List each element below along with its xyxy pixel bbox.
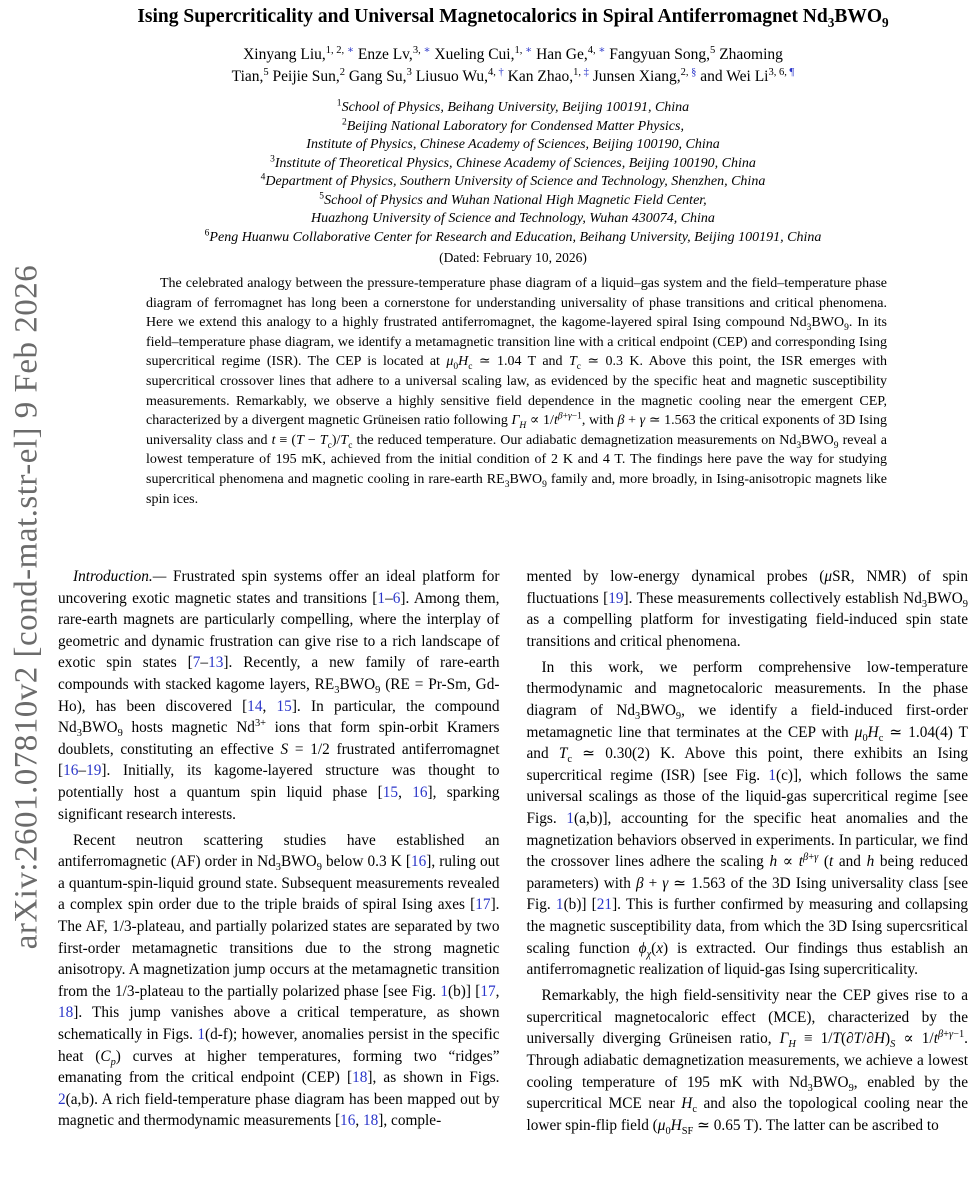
citation-link[interactable]: ∗ (346, 44, 354, 56)
paragraph-this-work: In this work, we perform comprehensive low-temperature thermodynamic and magnetocaloric measurements. In the phase diagram of $Nd_3BWO_9$, we identify a field-induced first-order metamagnetic line that terminates at the CEP with $\mu_0H_c$ ≃ 1.04(4) T and $T_c$ ≃ 0.30(2) K. Above this point, there exhibits an Ising supercritical regime (ISR) [see Fig. 1(c)], which follows the same universal scalings as those of the liquid-gas supercritical regime [see Figs. 1(a,b)], accounting for the specific heat anomalies and the magnetization behaviors observed in experiments. In particular, we find the crossover lines adhere the scaling $h \propto t^{\beta+\gamma}$ (t and h being reduced parameters) with β + γ ≃ 1.563 of the 3D Ising universality class [see Fig. 1(b)] [21]. This is further confirmed by measuring and collapsing the magnetic susceptibility data, from which the 3D Ising supercsritical scaling function $\phi_\chi(x)$ is extracted. Our findings thus establish an antiferromagnetic realization of liquid-gas Ising supercriticality. (526, 658, 968, 979)
affiliation-list (58, 99, 968, 268)
paper-header (58, 5, 968, 268)
affiliation-line: $^4$Department of Physics, Southern University of Science and Technology, Shenzhen, China (260, 172, 766, 189)
citation-link[interactable]: 1 (768, 766, 776, 784)
dated-line: (Dated: February 10, 2026) (439, 250, 587, 265)
citation-link[interactable]: 1 (566, 810, 574, 828)
citation-link[interactable]: † (498, 66, 504, 78)
citation-link[interactable]: 16 (410, 853, 427, 871)
affiliation-line: $^3$Institute of Theoretical Physics, Chinese Academy of Sciences, Beijing 100190, China (270, 153, 756, 171)
left-column (58, 566, 500, 1141)
citation-link[interactable]: 16 (340, 1112, 356, 1130)
citation-link[interactable]: 15 (382, 783, 399, 801)
citation-link[interactable]: 7 (192, 654, 201, 672)
citation-link[interactable]: 1 (197, 1025, 205, 1043)
paragraph-remarkably: Remarkably, the high field-sensitivity near the CEP gives rise to a supercritical magnetocaloric effect (MCE), characterized by the universally diverging Grüneisen ratio, $\Gamma_H \equiv 1/T(\partial T/\partial H)_S \propto 1/t^{\beta+\gamma-1}$. Through adiabatic demagnetization measurements, we achieve a lowest cooling temperature of 195 mK with $Nd_3BWO_9$, enabled by the supercritical MCE near $H_c$ and also the topological cooling near the lower spin-flip field ($\mu_0H_{SF}$ ≃ 0.65 T). The latter can be ascribed to (526, 987, 968, 1137)
citation-link[interactable]: 6 (392, 589, 401, 607)
arxiv-stamp: arXiv:2601.07810v2 [cond-mat.str-el] 9 Feb 2026 (8, 264, 45, 950)
citation-link[interactable]: ∗ (598, 44, 606, 56)
citation-link[interactable]: 13 (208, 654, 224, 672)
affiliation-line: Huazhong University of Science and Technology, Wuhan 430074, China (311, 211, 715, 226)
citation-link[interactable]: 18 (363, 1112, 379, 1130)
citation-link[interactable]: 16 (412, 783, 428, 801)
citation-link[interactable]: 18 (58, 1004, 74, 1022)
citation-link[interactable]: 17 (480, 982, 496, 1000)
affiliation-line: $^2$Beijing National Laboratory for Condensed Matter Physics, (342, 116, 684, 134)
affiliation-line: $^5$School of Physics and Wuhan National High Magnetic Field Center, (319, 190, 707, 208)
citation-link[interactable]: 19 (86, 762, 102, 780)
citation-link[interactable]: 17 (475, 896, 491, 914)
paragraph-introduction: Introduction.— Frustrated spin systems offer an ideal platform for uncovering exotic magnetic states and transitions [1–6]. Among them, rare-earth magnets are particularly compelling, where the interplay of geometric and dynamic frustration can give rise to a rich landscape of exotic spin states [7–13]. Recently, a new family of rare-earth compounds with stacked kagome layers, $RE_3BWO_9$ (RE = Pr-Sm, Gd-Ho), has been discovered [14, 15]. In particular, the compound $Nd_3BWO_9$ hosts magnetic $Nd^{3+}$ ions that form spin-orbit Kramers doublets, constituting an effective S = 1/2 frustrated antiferromagnet [16–19]. Initially, its kagome-layered structure was thought to potentially host a quantum spin liquid phase [15, 16], sparking significant research interests. (58, 568, 500, 823)
abstract: The celebrated analogy between the pressure-temperature phase diagram of a liquid–gas system and the field–temperature phase diagram of ferromagnet has long been a cornerstone for understanding universality of phase transitions and critical phenomena. Here we extend this analogy to a highly frustrated antiferromagnet, the kagome-layered spiral Ising compound $Nd_3BWO_9$. In its field–temperature phase diagram, we identify a metamagnetic transition line with a critical endpoint (CEP) and corresponding Ising supercritical regime (ISR). The CEP is located at $\mu_0H_c$ ≃ 1.04 T and $T_c$ ≃ 0.3 K. Above this point, the ISR emerges with supercritical crossover lines that adhere to a universal scaling law, as evidenced by the specific heat and magnetic susceptibility measurements. Remarkably, we observe a highly sensitive field dependence in the magnetic cooling near the emergent CEP, characterized by a divergent magnetic Grüneisen ratio following $\Gamma_H \propto 1/t^{\beta+\gamma-1}$, with β + γ ≃ 1.563 the critical exponents of 3D Ising universality class and $t \equiv (T - T_c)/T_c$ the reduced temperature. Our adiabatic demagnetization measurements on $Nd_3BWO_9$ reveal a lowest temperature of 195 mK, achieved from the initial condition of 2 K and 4 T. The findings here pave the way for studying supercritical phenomena and magnetic cooling in rare-earth $RE_3BWO_9$ family and, more broadly, in Ising-anisotropic magnets like spin ices. (146, 276, 887, 507)
citation-link[interactable]: 14 (247, 697, 263, 715)
citation-link[interactable]: ∗ (525, 44, 533, 56)
citation-link[interactable]: § (691, 66, 697, 78)
citation-link[interactable]: 2 (58, 1090, 66, 1108)
affiliation-line: Institute of Physics, Chinese Academy of Sciences, Beijing 100190, China (306, 137, 720, 152)
citation-link[interactable]: 16 (63, 762, 79, 780)
citation-link[interactable]: 18 (352, 1069, 368, 1087)
citation-link[interactable]: 1 (440, 982, 449, 1000)
citation-link[interactable]: 21 (596, 896, 613, 914)
paragraph-neutron-studies: Recent neutron scattering studies have established an antiferromagnetic (AF) order in $Nd_3BWO_9$ below 0.3 K [16], ruling out a quantum-spin-liquid ground state. Subsequent measurements revealed a complex spin order due to the triple braids of spiral Ising axes [17]. The AF, 1/3-plateau, and partially polarized states are separated by two first-order metamagnetic transitions due to the strong magnetic anisotropy. A magnetization jump occurs at the metamagnetic transition from the 1/3-plateau to the partially polarized phase [see Fig. 1(b)] [17, 18]. This jump vanishes above a critical temperature, as shown schematically in Figs. 1(d-f); however, anomalies persist in the specific heat $(C_p)$ curves at higher temperatures, forming two “ridges” emanating from the critical endpoint (CEP) [18], as shown in Figs. 2(a,b). A rich field-temperature phase diagram has been mapped out by magnetic and thermodynamic measurements [16, 18], comple- (58, 831, 500, 1130)
body-columns (58, 566, 968, 1141)
affiliation-line: $^6$Peng Huanwu Collaborative Center for Research and Education, Beihang University, Beijing 100191, China (204, 227, 822, 245)
citation-link[interactable]: ¶ (789, 66, 795, 78)
citation-link[interactable]: 19 (608, 589, 624, 607)
citation-link[interactable]: ‡ (583, 66, 589, 78)
citation-link[interactable]: 1 (377, 589, 386, 607)
citation-link[interactable]: 15 (276, 697, 292, 715)
citation-link[interactable]: 1 (555, 896, 564, 914)
paragraph-continuation: mented by low-energy dynamical probes (μSR, NMR) of spin fluctuations [19]. These measurements collectively establish $Nd_3BWO_9$ as a compelling platform for investigating field-induced spin state transitions and critical phenomena. (526, 568, 968, 650)
right-column (527, 566, 969, 1141)
citation-link[interactable]: ∗ (423, 44, 431, 56)
author-list: Xinyang Liu,$^{1, 2, ∗}$ Enze Lv,$^{3, ∗}$ Xueling Cui,$^{1, ∗}$ Han Ge,$^{4, ∗}$ Fangyuan Song,$^5$ Zhaoming Tian,$^5$ Peijie Sun,$^2$ Gang Su,$^3$ Liusuo Wu,$^{4, \dagger}$ Kan Zhao,$^{1, \ddagger}$ Junsen Xiang,$^{2, \S}$ and Wei $Li^{3, 6, \P}$ (231, 44, 795, 85)
affiliation-line: $^1$School of Physics, Beihang University, Beijing 100191, China (336, 98, 690, 115)
paper-title: Ising Supercriticality and Universal Magnetocalorics in Spiral Antiferromagnet $Nd_3BWO_9$ (137, 6, 889, 30)
